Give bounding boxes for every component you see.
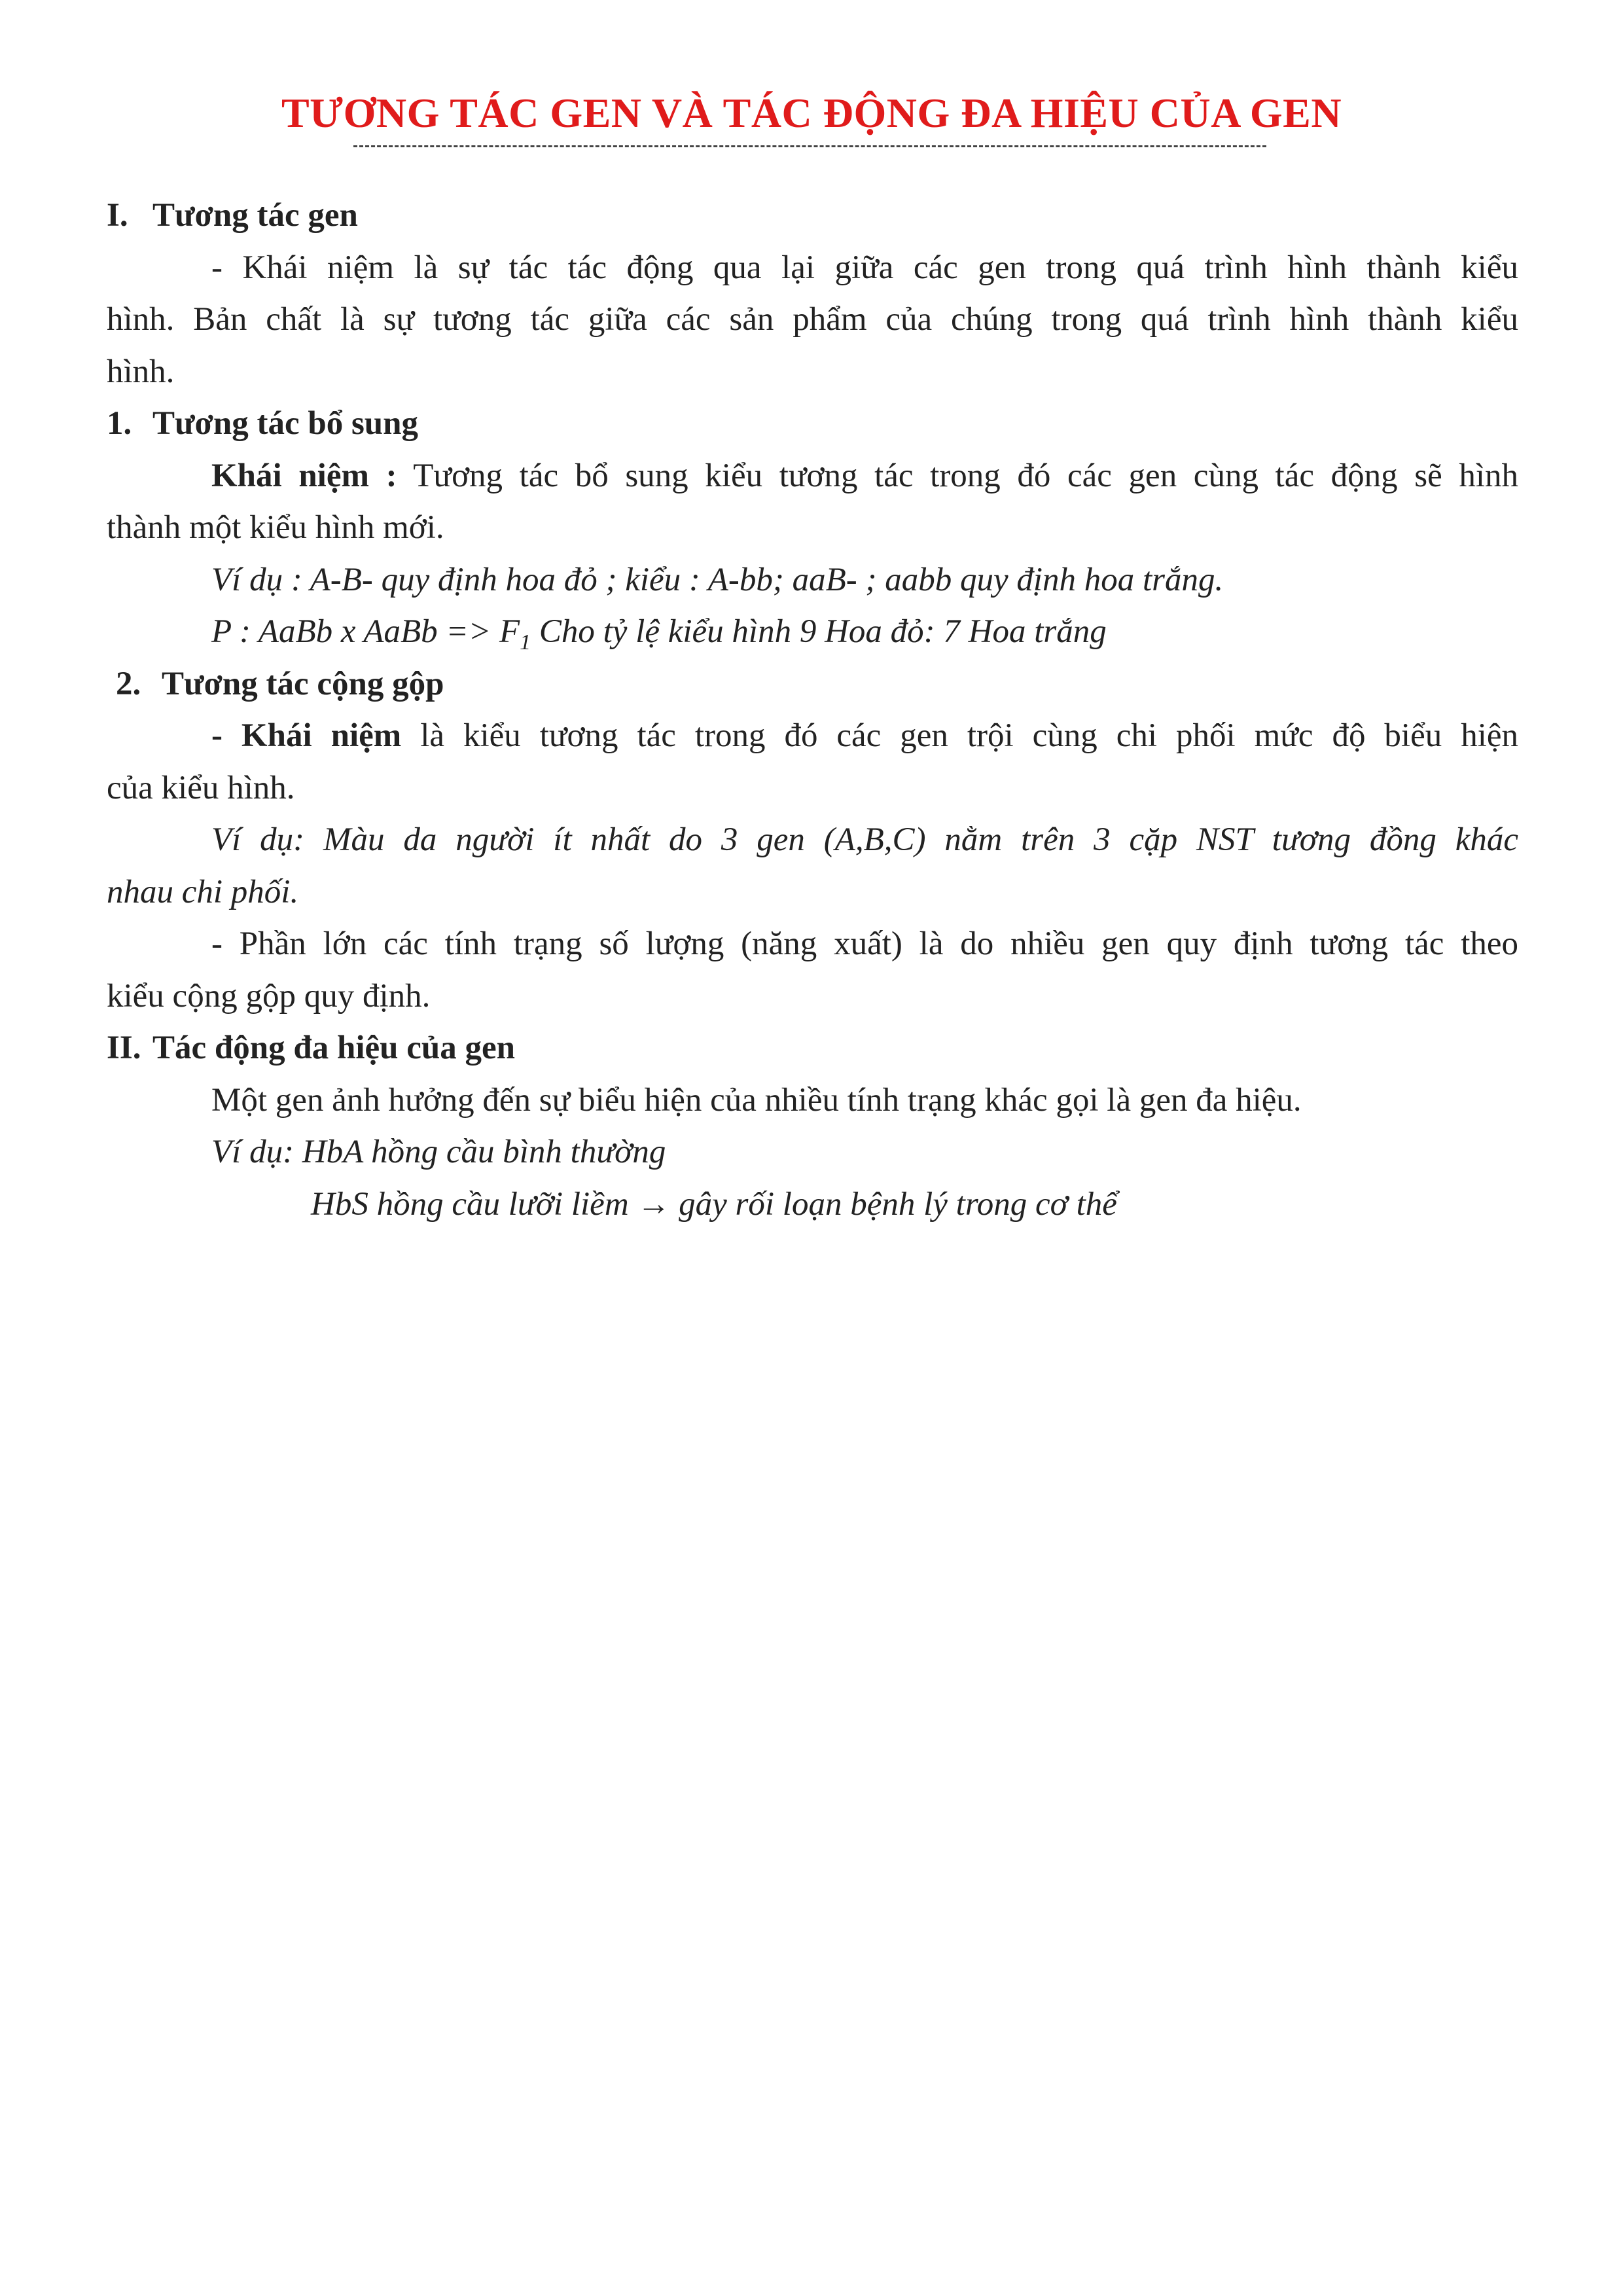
- subsection-1-heading: [107, 398, 1518, 450]
- subsection-1-title: Tương tác bổ sung: [152, 405, 419, 442]
- subsection-2-concept-line-1: [107, 710, 1518, 762]
- example-2-subscript: 1: [520, 630, 531, 655]
- subsection-2-number: 2.: [116, 665, 141, 702]
- section-2-example-line-1: Ví dụ: HbA hồng cầu bình thường: [211, 1134, 666, 1170]
- section-1-para-line-3: hình.: [107, 353, 175, 390]
- section-2-para: Một gen ảnh hưởng đến sự biểu hiện của nhiều tính trạng khác gọi là gen đa hiệu.: [211, 1081, 1302, 1119]
- section-1-title: Tương tác gen: [152, 197, 358, 234]
- page-title: TƯƠNG TÁC GEN VÀ TÁC ĐỘNG ĐA HIỆU CỦA GEN: [281, 90, 1342, 136]
- subsection-2-note-line-1: - Phần lớn các tính trạng số lượng (năng xuất) là do nhiều gen quy định tương tác theo: [211, 925, 1518, 962]
- section-2-heading: [107, 1022, 1518, 1075]
- section-2-title: Tác động đa hiệu của gen: [152, 1030, 516, 1066]
- subsection-1-example-1: Ví dụ : A-B- quy định hoa đỏ ; kiểu : A-bb; aaB- ; aabb quy định hoa trắng.: [211, 561, 1224, 598]
- subsection-1-concept-line-1: [107, 450, 1518, 503]
- subsection-2-concept-label: - Khái niệm: [211, 717, 402, 754]
- title-block: [98, 84, 1525, 143]
- content-body: [107, 190, 1518, 1230]
- example-2-prefix: P : AaBb x AaBb => F: [211, 613, 520, 650]
- section-2-example-line-2: HbS hồng cầu lưỡi liềm → gây rối loạn bệnh lý trong cơ thể: [311, 1185, 1117, 1223]
- subsection-1-concept-line-2: thành một kiểu hình mới.: [107, 509, 444, 546]
- subsection-2-note-line-2: kiểu cộng gộp quy định.: [107, 977, 431, 1014]
- section-1-para-line-2: hình. Bản chất là sự tương tác giữa các sản phẩm của chúng trong quá trình hình thành kiểu: [107, 301, 1518, 338]
- subsection-2-concept-text: là kiểu tương tác trong đó các gen trội cùng chi phối mức độ biểu hiện: [401, 717, 1518, 754]
- subsection-1-number: 1.: [107, 405, 132, 442]
- section-1-para-line-1: - Khái niệm là sự tác tác động qua lại giữa các gen trong quá trình hình thành kiểu: [211, 249, 1518, 286]
- section-1-heading: [107, 190, 1518, 242]
- subsection-2-title: Tương tác cộng gộp: [162, 665, 444, 702]
- subsection-1-concept-text: Tương tác bổ sung kiểu tương tác trong đó các gen cùng tác động sẽ hình: [397, 457, 1518, 494]
- section-1-number: I.: [107, 197, 128, 234]
- example-2-suffix: Cho tỷ lệ kiểu hình 9 Hoa đỏ: 7 Hoa trắng: [531, 613, 1107, 650]
- subsection-2-heading: [107, 658, 1518, 711]
- subsection-2-example-line-2: nhau chi phối.: [107, 873, 299, 910]
- section-2-number: II.: [107, 1030, 141, 1066]
- subsection-2-example-line-1: Ví dụ: Màu da người ít nhất do 3 gen (A,B,C) nằm trên 3 cặp NST tương đồng khác: [211, 821, 1518, 858]
- title-underline: [353, 145, 1266, 147]
- subsection-1-example-2: [107, 606, 1518, 658]
- subsection-2-concept-line-2: của kiểu hình.: [107, 769, 295, 806]
- subsection-1-concept-label: Khái niệm :: [211, 457, 397, 494]
